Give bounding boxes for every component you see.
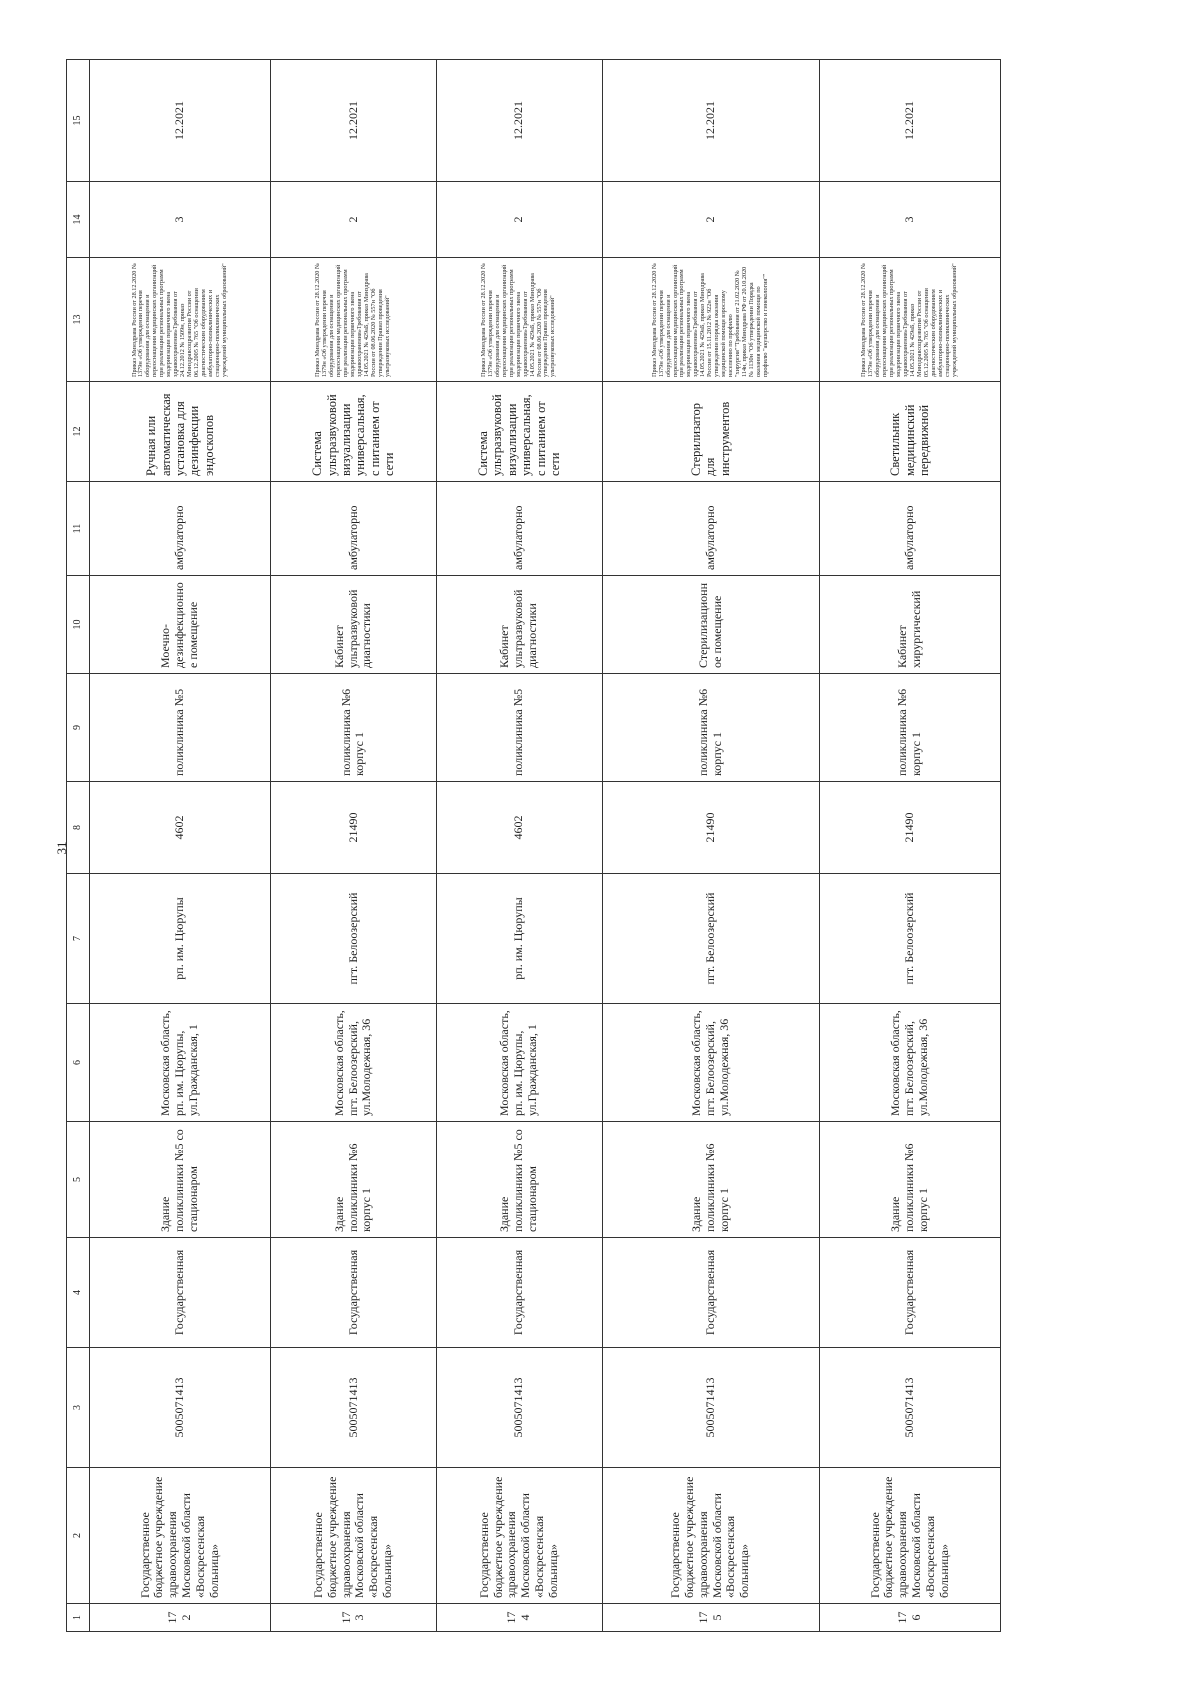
row-number: 174 [436, 1604, 602, 1632]
date-cell: 12.2021 [819, 60, 1000, 182]
code-cell: 21490 [602, 782, 819, 874]
column-number: 1 [67, 1604, 90, 1632]
row-number: 172 [90, 1604, 271, 1632]
care-type-cell: амбулаторно [271, 482, 437, 576]
code-cell: 21490 [819, 782, 1000, 874]
quantity-cell: 2 [436, 182, 602, 258]
organization-cell: Государственное бюджетное учреждение здравоохранения Московской области «Воскресенская больница» [602, 1468, 819, 1604]
table-row [819, 60, 1000, 1632]
building-cell: Здание поликлиники №6 корпус 1 [271, 1122, 437, 1238]
address-cell: Московская область, пгт. Белоозерский, ул.Молодежная, 36 [271, 1004, 437, 1122]
locality-cell: рп. им. Цюрупы [436, 874, 602, 1004]
address-cell: Московская область, рп. им. Цюрупы, ул.Гражданская, 1 [436, 1004, 602, 1122]
column-number: 6 [67, 1004, 90, 1122]
quantity-cell: 2 [602, 182, 819, 258]
organization-cell: Государственное бюджетное учреждение здравоохранения Московской области «Воскресенская больница» [436, 1468, 602, 1604]
equipment-cell: Ручная или автоматическая установка для дезинфекции эндоскопов [90, 382, 271, 482]
room-cell: Моечно-дезинфекционное помещение [90, 576, 271, 674]
row-number: 175 [602, 1604, 819, 1632]
column-number: 15 [67, 60, 90, 182]
unit-cell: поликлиника №5 [90, 674, 271, 782]
ownership-cell: Государственная [819, 1238, 1000, 1348]
column-number-row [67, 60, 90, 1632]
ownership-cell: Государственная [90, 1238, 271, 1348]
unit-cell: поликлиника №6 корпус 1 [271, 674, 437, 782]
care-type-cell: амбулаторно [90, 482, 271, 576]
inn-cell: 5005071413 [271, 1348, 437, 1468]
care-type-cell: амбулаторно [602, 482, 819, 576]
equipment-cell: Система ультразвуковой визуализации универсальная, с питанием от сети [436, 382, 602, 482]
basis-cell: Приказ Минздрава России от 28.12.2020 № 1379н «Об утверждении перечня оборудования для оснащения и переоснащения медицинских организаций при реализации региональных программ модернизации первичного звена здравоохранения»Требования от 14.05.2021 № 429аБ, приказ Минздравсоцразвития России от 05.12.2005 № 765 "Об оснащении диагностическим оборудованием амбулаторно-поликлинических и стационарно-поликлинических учреждений муниципальных образований" [819, 258, 1000, 382]
column-number: 11 [67, 482, 90, 576]
locality-cell: пгт. Белоозерский [819, 874, 1000, 1004]
quantity-cell: 3 [90, 182, 271, 258]
inn-cell: 5005071413 [819, 1348, 1000, 1468]
code-cell: 4602 [90, 782, 271, 874]
column-number: 2 [67, 1468, 90, 1604]
building-cell: Здание поликлиники №5 со стационаром [436, 1122, 602, 1238]
basis-cell: Приказ Минздрава России от 28.12.2020 № 1379н «Об утверждении перечня оборудования для оснащения и переоснащения медицинских организаций при реализации региональных программ модернизации первичного звена здравоохранения»Требования от 24.12.2012 № 1509н, приказ Минздравсоцразвития России от 06.12.2005 № 765 "Об оснащении диагностическим оборудованием амбулаторно-поликлинических и стационарно-поликлинических учреждений муниципальных образований" [90, 258, 271, 382]
rotated-table-container [66, 60, 1001, 1632]
column-number: 5 [67, 1122, 90, 1238]
row-number: 176 [819, 1604, 1000, 1632]
building-cell: Здание поликлиники №5 со стационаром [90, 1122, 271, 1238]
ownership-cell: Государственная [436, 1238, 602, 1348]
column-number: 10 [67, 576, 90, 674]
equipment-table [66, 59, 1001, 1632]
room-cell: Кабинет хирургический [819, 576, 1000, 674]
basis-cell: Приказ Минздрава России от 28.12.2020 № 1379н «Об утверждении перечня оборудования для оснащения и переоснащения медицинских организаций при реализации региональных программ модернизации первичного звена здравоохранения»Требования от 14.05.2021 № 429аБ, приказ Минздрава России от 08.06.2020 № 557н "Об утверждении Правил проведения ультразвуковых исследований" [271, 258, 437, 382]
column-number: 14 [67, 182, 90, 258]
unit-cell: поликлиника №6 корпус 1 [819, 674, 1000, 782]
equipment-cell: Стерилизатор для инструментов [602, 382, 819, 482]
column-number: 8 [67, 782, 90, 874]
equipment-cell: Система ультразвуковой визуализации универсальная, с питанием от сети [271, 382, 437, 482]
organization-cell: Государственное бюджетное учреждение здравоохранения Московской области «Воскресенская больница» [819, 1468, 1000, 1604]
column-number: 13 [67, 258, 90, 382]
care-type-cell: амбулаторно [819, 482, 1000, 576]
locality-cell: пгт. Белоозерский [602, 874, 819, 1004]
date-cell: 12.2021 [602, 60, 819, 182]
column-number: 9 [67, 674, 90, 782]
building-cell: Здание поликлиники №6 корпус 1 [819, 1122, 1000, 1238]
care-type-cell: амбулаторно [436, 482, 602, 576]
date-cell: 12.2021 [436, 60, 602, 182]
ownership-cell: Государственная [271, 1238, 437, 1348]
unit-cell: поликлиника №6 корпус 1 [602, 674, 819, 782]
organization-cell: Государственное бюджетное учреждение здравоохранения Московской области «Воскресенская больница» [90, 1468, 271, 1604]
date-cell: 12.2021 [271, 60, 437, 182]
quantity-cell: 2 [271, 182, 437, 258]
code-cell: 21490 [271, 782, 437, 874]
address-cell: Московская область, рп. им. Цюрупы, ул.Гражданская, 1 [90, 1004, 271, 1122]
quantity-cell: 3 [819, 182, 1000, 258]
basis-cell: Приказ Минздрава России от 28.12.2020 № 1379н «Об утверждении перечня оборудования для оснащения и переоснащения медицинских организаций при реализации региональных программ модернизации первичного звена здравоохранения»Требования от 14.05.2021 № 429аБ, приказ Минздрава России от 15.11.2012 № 922н "Об утверждении порядка оказания медицинской помощи взрослому населению по профилю "хирургия""Требования от 21.02.2020 № 114н, приказ Минздрава РФ от 20.10.2020 № 1130н "Об утверждении Порядка оказания медицинской помощи по профилю "акушерство и гинекология"" [602, 258, 819, 382]
basis-cell: Приказ Минздрава России от 28.12.2020 № 1379н «Об утверждении перечня оборудования для оснащения и переоснащения медицинских организаций при реализации региональных программ модернизации первичного звена здравоохранения»Требования от 14.05.2021 № 429аБ, приказ Минздрава России от 08.06.2020 № 557н "Об утверждении Правил проведения ультразвуковых исследований" [436, 258, 602, 382]
column-number: 12 [67, 382, 90, 482]
organization-cell: Государственное бюджетное учреждение здравоохранения Московской области «Воскресенская больница» [271, 1468, 437, 1604]
table-row [436, 60, 602, 1632]
code-cell: 4602 [436, 782, 602, 874]
table-row [271, 60, 437, 1632]
table-row [602, 60, 819, 1632]
column-number: 7 [67, 874, 90, 1004]
address-cell: Московская область, пгт. Белоозерский, ул.Молодежная, 36 [819, 1004, 1000, 1122]
equipment-cell: Светильник медицинский передвижной [819, 382, 1000, 482]
date-cell: 12.2021 [90, 60, 271, 182]
locality-cell: пгт. Белоозерский [271, 874, 437, 1004]
room-cell: Кабинет ультразвуковой диагностики [271, 576, 437, 674]
table-row [90, 60, 271, 1632]
inn-cell: 5005071413 [602, 1348, 819, 1468]
column-number: 4 [67, 1238, 90, 1348]
room-cell: Стерилизационное помещение [602, 576, 819, 674]
building-cell: Здание поликлиники №6 корпус 1 [602, 1122, 819, 1238]
row-number: 173 [271, 1604, 437, 1632]
unit-cell: поликлиника №5 [436, 674, 602, 782]
page-number: 31 [54, 841, 69, 855]
inn-cell: 5005071413 [90, 1348, 271, 1468]
locality-cell: рп. им. Цюрупы [90, 874, 271, 1004]
inn-cell: 5005071413 [436, 1348, 602, 1468]
column-number: 3 [67, 1348, 90, 1468]
ownership-cell: Государственная [602, 1238, 819, 1348]
address-cell: Московская область, пгт. Белоозерский, ул.Молодежная, 36 [602, 1004, 819, 1122]
room-cell: Кабинет ультразвуковой диагностики [436, 576, 602, 674]
